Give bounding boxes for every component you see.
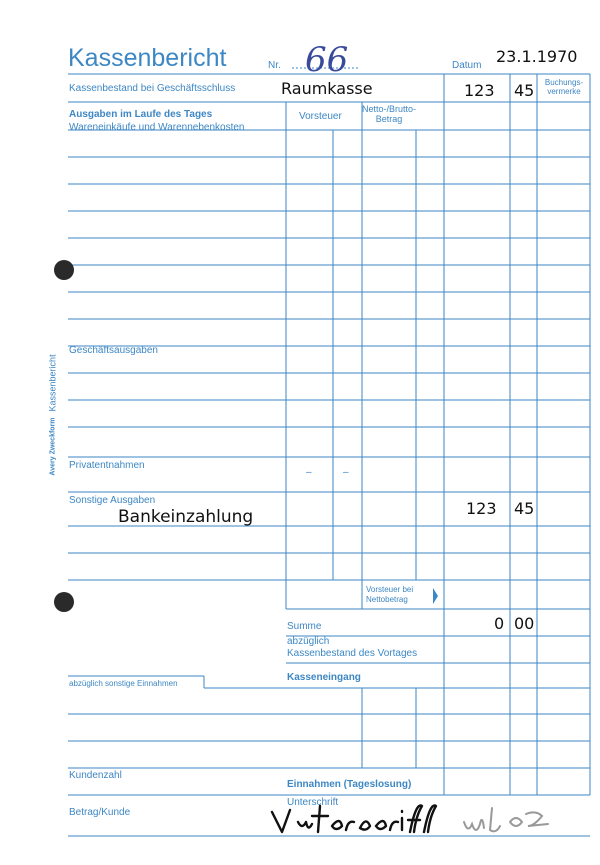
buchung-line-2: vermerke	[547, 87, 581, 96]
kasseneingang-label: Kasseneingang	[287, 672, 361, 683]
vorsteuer-header: Vorsteuer	[299, 111, 342, 122]
geschaeftsausgaben-label: Geschäftsausgaben	[69, 345, 158, 356]
sonstige-ausgaben-label: Sonstige Ausgaben	[69, 495, 156, 506]
unterschrift-label: Unterschrift	[287, 797, 339, 808]
privat-dash-2: –	[343, 467, 349, 478]
sonstige-entry: Bankeinzahlung	[118, 507, 254, 527]
abz-sonstige-label: abzüglich sonstige Einnahmen	[69, 679, 178, 688]
einnahmen-label: Einnahmen (Tageslosung)	[287, 779, 412, 790]
kassenbestand-label: Kassenbestand bei Geschäftsschluss	[69, 83, 236, 94]
buchungsvermerke-label	[539, 78, 589, 96]
abzueglich-line-1: abzüglich	[287, 636, 330, 647]
vorsteuer-bei-line-2: Nettobetrag	[366, 595, 408, 604]
vorsteuer-bei-label	[366, 585, 413, 605]
privat-dash-1: –	[306, 467, 312, 478]
sonstige-cent: 45	[514, 499, 535, 518]
signature-image	[268, 800, 578, 840]
netto-line-1: Netto-/Brutto-	[362, 104, 417, 114]
abzueglich-label	[287, 636, 417, 660]
nr-value: 66	[305, 40, 349, 80]
side-brand-title: Kassenbericht	[47, 354, 58, 412]
nr-label: Nr.	[268, 60, 281, 71]
form-title: Kassenbericht	[68, 44, 227, 72]
datum-value: 23.1.1970	[496, 47, 578, 66]
kundenzahl-label: Kundenzahl	[69, 770, 122, 781]
summe-cent: 00	[514, 614, 535, 633]
kassenbestand-cent: 45	[514, 81, 535, 100]
abzueglich-line-2: Kassenbestand des Vortages	[287, 648, 418, 659]
summe-euro: 0	[494, 614, 505, 633]
buchung-line-1: Buchungs-	[544, 78, 584, 87]
ausgaben-subtitle: Wareneinkäufe und Warennebenkosten	[69, 122, 245, 133]
kassenbestand-name: Raumkasse	[281, 79, 373, 98]
side-brand	[48, 354, 58, 475]
privatentnahmen-label: Privatentnahmen	[69, 460, 145, 471]
vorsteuer-bei-line-1: Vorsteuer bei	[366, 585, 414, 594]
side-brand-logo: Avery Zweckform	[49, 417, 57, 476]
netto-header	[362, 104, 416, 124]
summe-label: Summe	[287, 621, 322, 632]
punch-hole-bottom	[54, 592, 74, 612]
punch-hole-top	[54, 260, 74, 280]
kassenbestand-euro: 123	[464, 81, 495, 100]
ausgaben-title: Ausgaben im Laufe des Tages	[69, 109, 213, 120]
datum-label: Datum	[452, 60, 482, 71]
netto-line-2: Betrag	[375, 114, 403, 124]
sonstige-euro: 123	[466, 499, 497, 518]
betrag-kunde-label: Betrag/Kunde	[69, 807, 131, 818]
